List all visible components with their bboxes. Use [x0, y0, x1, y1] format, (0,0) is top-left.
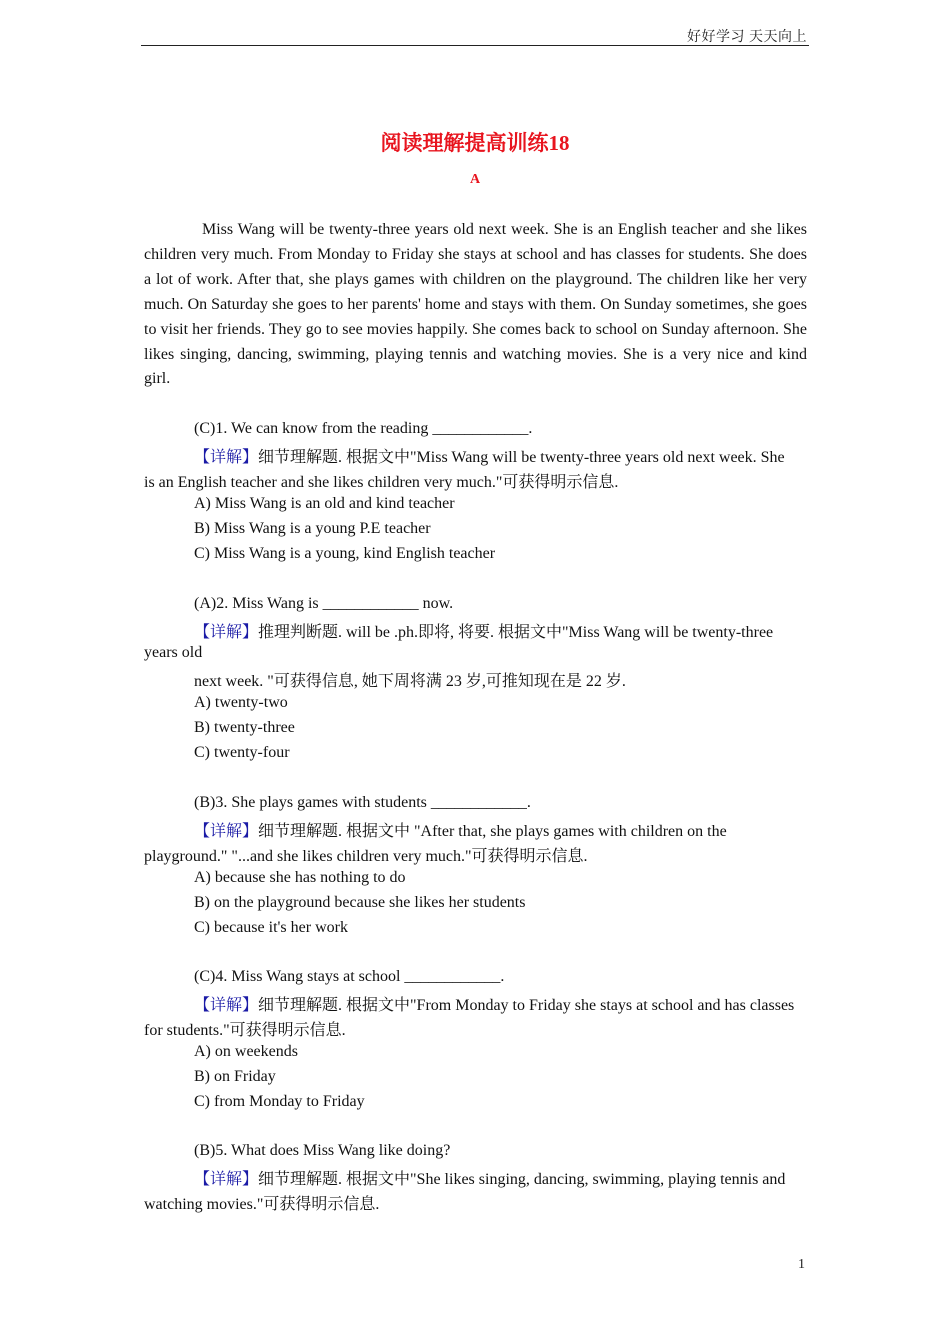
question-4-option-b: B) on Friday — [194, 1068, 276, 1085]
question-2-stem: (A)2. Miss Wang is ____________ now. — [194, 595, 454, 612]
question-2-option-b: B) twenty-three — [194, 719, 295, 736]
explain-text: 细节理解题. 根据文中"From Monday to Friday she stays at school and has classes — [258, 997, 795, 1014]
question-3-explain — [194, 818, 727, 841]
question-3-option-c: C) because it's her work — [194, 919, 348, 936]
explain-text: 推理判断题. will be .ph.即将, 将要. 根据文中"Miss Wang will be twenty-three — [258, 624, 774, 641]
explain-text: 细节理解题. 根据文中"Miss Wang will be twenty-three years old next week. She — [258, 449, 785, 466]
question-3-explain-cont: playground." "...and she likes children very much."可获得明示信息. — [144, 848, 588, 865]
question-4-explain-cont: for students."可获得明示信息. — [144, 1022, 346, 1039]
question-1-option-b: B) Miss Wang is a young P.E teacher — [194, 520, 431, 537]
detail-label: 【详解】 — [194, 997, 259, 1014]
question-4-stem: (C)4. Miss Wang stays at school ____________. — [194, 968, 505, 985]
page-title: 阅读理解提高训练18 — [380, 131, 570, 155]
question-2-option-c: C) twenty-four — [194, 744, 290, 761]
question-3-stem: (B)3. She plays games with students ____________. — [194, 794, 531, 811]
question-2-option-a: A) twenty-two — [194, 694, 288, 711]
reading-passage — [144, 218, 807, 392]
detail-label: 【详解】 — [194, 1171, 259, 1188]
question-4-option-a: A) on weekends — [194, 1043, 298, 1060]
passage-text: Miss Wang will be twenty-three years old next week. She is an English teacher and she likes children very much. From Monday to Friday she stays at school and has classes for students. She does a lot of work. After that, she plays games with children on the playground. The children like her very much. On Saturday she goes to her parents' home and stays with them. On Sunday sometimes, she goes to visit her friends. They go to see movies happily. She comes back to school on Sunday afternoon. She likes singing, dancing, swimming, playing tennis and watching movies. She is a very nice and kind girl. — [144, 221, 807, 388]
detail-label: 【详解】 — [194, 823, 259, 840]
detail-label: 【详解】 — [194, 624, 259, 641]
section-label: A — [469, 172, 481, 187]
question-2-explain-cont: years old — [144, 644, 203, 661]
question-1-option-a: A) Miss Wang is an old and kind teacher — [194, 495, 455, 512]
question-3-option-a: A) because she has nothing to do — [194, 869, 406, 886]
question-2-explain — [194, 619, 773, 642]
explain-text: 细节理解题. 根据文中 "After that, she plays games with children on the — [258, 823, 727, 840]
question-5-stem: (B)5. What does Miss Wang like doing? — [194, 1142, 451, 1159]
detail-label: 【详解】 — [194, 449, 259, 466]
question-4-explain — [194, 992, 794, 1015]
page-number: 1 — [798, 1257, 805, 1272]
question-2-explain-cont-2: next week. "可获得信息, 她下周将满 23 岁,可推知现在是 22 岁. — [194, 673, 626, 690]
question-1-explain-cont: is an English teacher and she likes children very much."可获得明示信息. — [144, 474, 619, 491]
question-5-explain — [194, 1166, 785, 1189]
question-5-explain-cont: watching movies."可获得明示信息. — [144, 1196, 380, 1213]
question-1-stem: (C)1. We can know from the reading ____________. — [194, 420, 533, 437]
header-rule — [141, 45, 809, 46]
question-4-option-c: C) from Monday to Friday — [194, 1093, 365, 1110]
question-1-option-c: C) Miss Wang is a young, kind English teacher — [194, 545, 496, 562]
question-3-option-b: B) on the playground because she likes her students — [194, 894, 526, 911]
header-slogan: 好好学习 天天向上 — [687, 30, 807, 45]
explain-text: 细节理解题. 根据文中"She likes singing, dancing, swimming, playing tennis and — [258, 1171, 786, 1188]
question-1-explain — [194, 444, 785, 467]
